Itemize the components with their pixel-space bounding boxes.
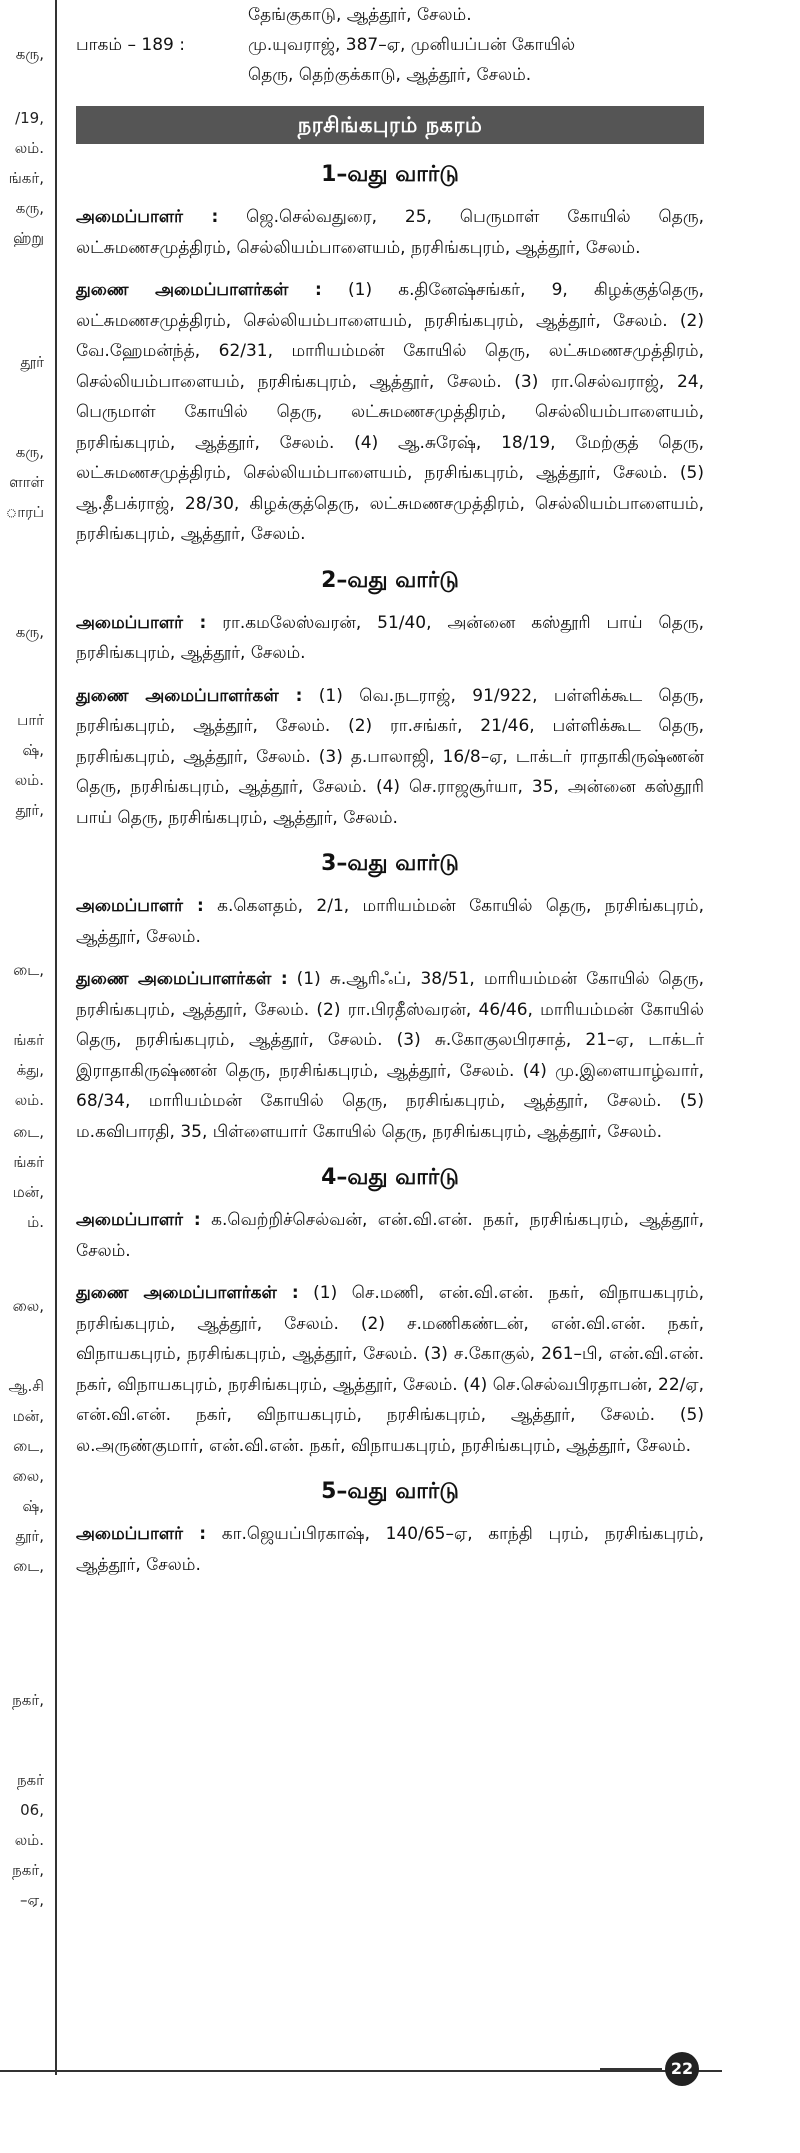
left-fragment: கரு,: [15, 45, 44, 63]
ward-title: 5–வது வார்டு: [321, 1479, 459, 1504]
deputy-text: (1) க.தினேஷ்சங்கர், 9, கிழக்குத்தெரு, லட்சுமணசமுத்திரம், செல்லியம்பாளையம், நரசிங்கபுரம், ஆத்தூர், சேலம். (2) வே.ஹேமன்ந்த், 62/31, மாரியம்மன் கோயில் தெரு, லட்சுமணசமுத்திரம், செல்லியம்பாளையம், நரசிங்கபுரம், ஆத்தூர், சேலம். (3) ரா.செல்வராஜ், 24, பெருமாள் கோயில் தெரு, லட்சுமணசமுத்திரம், செல்லியம்பாளையம், நரசிங்கபுரம், ஆத்தூர், சேலம். (4) ஆ.சுரேஷ், 18/19, மேற்குத் தெரு, லட்சுமணசமுத்திரம், செல்லியம்பாளையம், நரசிங்கபுரம், ஆத்தூர், சேலம். (5) ஆ.தீபக்ராஜ், 28/30, கிழக்குத்தெரு, லட்சுமணசமுத்திரம், செல்லியம்பாளையம், நரசிங்கபுரம், ஆத்தூர், சேலம்.: [76, 280, 705, 544]
deputy-text: (1) வெ.நடராஜ், 91/922, பள்ளிக்கூட தெரு, நரசிங்கபுரம், ஆத்தூர், சேலம். (2) ரா.சங்கர், 21/46, பள்ளிக்கூட தெரு, நரசிங்கபுரம், ஆத்தூர், சேலம். (3) த.பாலாஜி, 16/8–ஏ, டாக்டர் ராதாகிருஷ்ணன் தெரு, நரசிங்கபுரம், ஆத்தூர், சேலம். (4) செ.ராஜசூர்யா, 35, அன்னை கஸ்தூரி பாய் தெரு, நரசிங்கபுரம், ஆத்தூர், சேலம்.: [76, 685, 705, 828]
ward-title: 2–வது வார்டு: [321, 567, 459, 593]
organizer-text: ரா.கமலேஸ்வரன், 51/40, அன்னை கஸ்தூரி பாய் தெரு, நரசிங்கபுரம், ஆத்தூர், சேலம்.: [76, 612, 704, 663]
left-fragment: பார்: [17, 711, 44, 729]
organizer-text: க.கௌதம், 2/1, மாரியம்மன் கோயில் தெரு, நரசிங்கபுரம், ஆத்தூர், சேலம்.: [76, 896, 705, 947]
ward-title: 4–வது வார்டு: [321, 1165, 459, 1190]
left-fragment: டை,: [13, 961, 44, 979]
organizer-paragraph: [76, 202, 704, 263]
previous-section-entry: [76, 0, 704, 90]
main-column: [76, 0, 704, 1592]
entry-line: மு.யுவராஜ், 387–ஏ, முனியப்பன் கோயில்: [248, 35, 576, 55]
organizer-paragraph: [76, 891, 704, 952]
left-fragment: –ஏ,: [20, 1891, 44, 1909]
left-fragment: ஷ்,: [22, 1497, 44, 1515]
left-fragment: ாரப்: [5, 503, 44, 521]
left-fragment: 06,: [20, 1801, 44, 1819]
organizer-text: ஜெ.செல்வதுரை, 25, பெருமாள் கோயில் தெரு, லட்சுமணசமுத்திரம், செல்லியம்பாளையம், நரசிங்கபுரம், ஆத்தூர், சேலம்.: [76, 207, 705, 258]
left-fragment: லை,: [12, 1467, 44, 1485]
left-fragment: கரு,: [15, 199, 44, 217]
left-fragment: /19,: [15, 109, 44, 127]
organizer-label: அமைப்பாளர் :: [76, 1524, 207, 1544]
left-fragment: லம்.: [14, 1831, 44, 1849]
left-fragment: தூர்: [20, 353, 44, 371]
left-fragment: மன்,: [12, 1407, 44, 1425]
deputy-text: (1) செ.மணி, என்.வி.என். நகர், விநாயகபுரம், நரசிங்கபுரம், ஆத்தூர், சேலம். (2) ச.மணிகண்டன், என்.வி.என். நகர், விநாயகபுரம், நரசிங்கபுரம், ஆத்தூர், சேலம். (3) ச.கோகுல், 261–பி, என்.வி.என். நகர், விநாயகபுரம், நரசிங்கபுரம், ஆத்தூர், சேலம். (4) செ.செல்வபிரதாபன், 22/ஏ, என்.வி.என். நகர், விநாயகபுரம், நரசிங்கபுரம், ஆத்தூர், சேலம். (5) ல.அருண்குமார், என்.வி.என். நகர், விநாயகபுரம், நரசிங்கபுரம், ஆத்தூர், சேலம்.: [76, 1283, 705, 1456]
left-fragment: லம்.: [14, 771, 44, 789]
deputy-paragraph: [76, 275, 704, 550]
left-fragment: லம்.: [14, 139, 44, 157]
page-number-rule: [600, 2068, 662, 2072]
left-fragment: கரு,: [15, 443, 44, 461]
organizer-label: அமைப்பாளர் :: [76, 1210, 201, 1230]
left-fragment: லை,: [12, 1297, 44, 1315]
left-fragment: ங்கர்,: [8, 169, 44, 187]
left-column-cutoff: [0, 0, 48, 2070]
left-fragment: கரு,: [15, 623, 44, 641]
organizer-text: க.வெற்றிச்செல்வன், என்.வி.என். நகர், நரசிங்கபுரம், ஆத்தூர், சேலம்.: [76, 1210, 704, 1261]
left-fragment: நகர்: [16, 1771, 44, 1789]
left-fragment: டை,: [13, 1557, 44, 1575]
deputy-label: துணை அமைப்பாளர்கள் :: [76, 1283, 299, 1303]
ward-title: 3–வது வார்டு: [321, 851, 459, 876]
section-banner: நரசிங்கபுரம் நகரம்: [76, 106, 704, 144]
left-fragment: ங்கர்: [13, 1031, 44, 1049]
left-fragment: நகர்,: [12, 1861, 44, 1879]
part-label: பாகம் – 189 :: [76, 35, 185, 55]
left-fragment: டை,: [13, 1437, 44, 1455]
left-fragment: தூர்,: [15, 1527, 44, 1545]
deputy-label: துணை அமைப்பாளர்கள் :: [76, 685, 303, 706]
deputy-label: துணை அமைப்பாளர்கள் :: [76, 969, 288, 989]
left-fragment: ளாள்: [9, 473, 44, 491]
deputy-paragraph: [76, 681, 704, 834]
deputy-label: துணை அமைப்பாளர்கள் :: [76, 280, 322, 300]
page-number-badge: 22: [665, 2052, 699, 2086]
deputy-paragraph: [76, 1278, 704, 1461]
deputy-paragraph: [76, 964, 704, 1147]
organizer-paragraph: [76, 1205, 704, 1266]
left-fragment: மன்,: [12, 1183, 44, 1201]
organizer-label: அமைப்பாளர் :: [76, 612, 207, 633]
left-fragment: ங்கர்: [13, 1153, 44, 1171]
organizer-paragraph: [76, 608, 704, 669]
left-fragment: ஆ.சி: [8, 1377, 44, 1395]
deputy-text: (1) சு.ஆரிஃப், 38/51, மாரியம்மன் கோயில் தெரு, நரசிங்கபுரம், ஆத்தூர், சேலம். (2) ரா.பிரதீஸ்வரன், 46/46, மாரியம்மன் கோயில் தெரு, நரசிங்கபுரம், ஆத்தூர், சேலம். (3) சு.கோகுலபிரசாத், 21–ஏ, டாக்டர் இராதாகிருஷ்ணன் தெரு, நரசிங்கபுரம், ஆத்தூர், சேலம். (4) மு.இளையாழ்வார், 68/34, மாரியம்மன் கோயில் தெரு, நரசிங்கபுரம், ஆத்தூர், சேலம். (5) ம.கவிபாரதி, 35, பிள்ளையார் கோயில் தெரு, நரசிங்கபுரம், ஆத்தூர், சேலம்.: [76, 969, 705, 1142]
entry-line: தெரு, தெற்குக்காடு, ஆத்தூர், சேலம்.: [248, 65, 532, 85]
part-189-row: [76, 30, 704, 60]
left-fragment: ஹ்று: [13, 229, 44, 247]
ward-title: 1–வது வார்டு: [321, 162, 459, 187]
organizer-paragraph: [76, 1519, 704, 1580]
left-fragment: தூர்,: [15, 801, 44, 819]
left-fragment: ஷ்,: [22, 741, 44, 759]
left-fragment: லம்.: [14, 1091, 44, 1109]
column-divider: [55, 0, 57, 2075]
organizer-label: அமைப்பாளர் :: [76, 896, 204, 916]
organizer-label: அமைப்பாளர் :: [76, 207, 219, 227]
left-fragment: ம்.: [27, 1213, 44, 1231]
entry-line: தேங்குகாடு, ஆத்தூர், சேலம்.: [248, 5, 472, 25]
organizer-text: கா.ஜெயப்பிரகாஷ், 140/65–ஏ, காந்தி புரம், நரசிங்கபுரம், ஆத்தூர், சேலம்.: [76, 1524, 704, 1575]
left-fragment: நகர்,: [12, 1691, 44, 1709]
left-fragment: டை,: [13, 1123, 44, 1141]
left-fragment: க்து,: [16, 1061, 44, 1079]
